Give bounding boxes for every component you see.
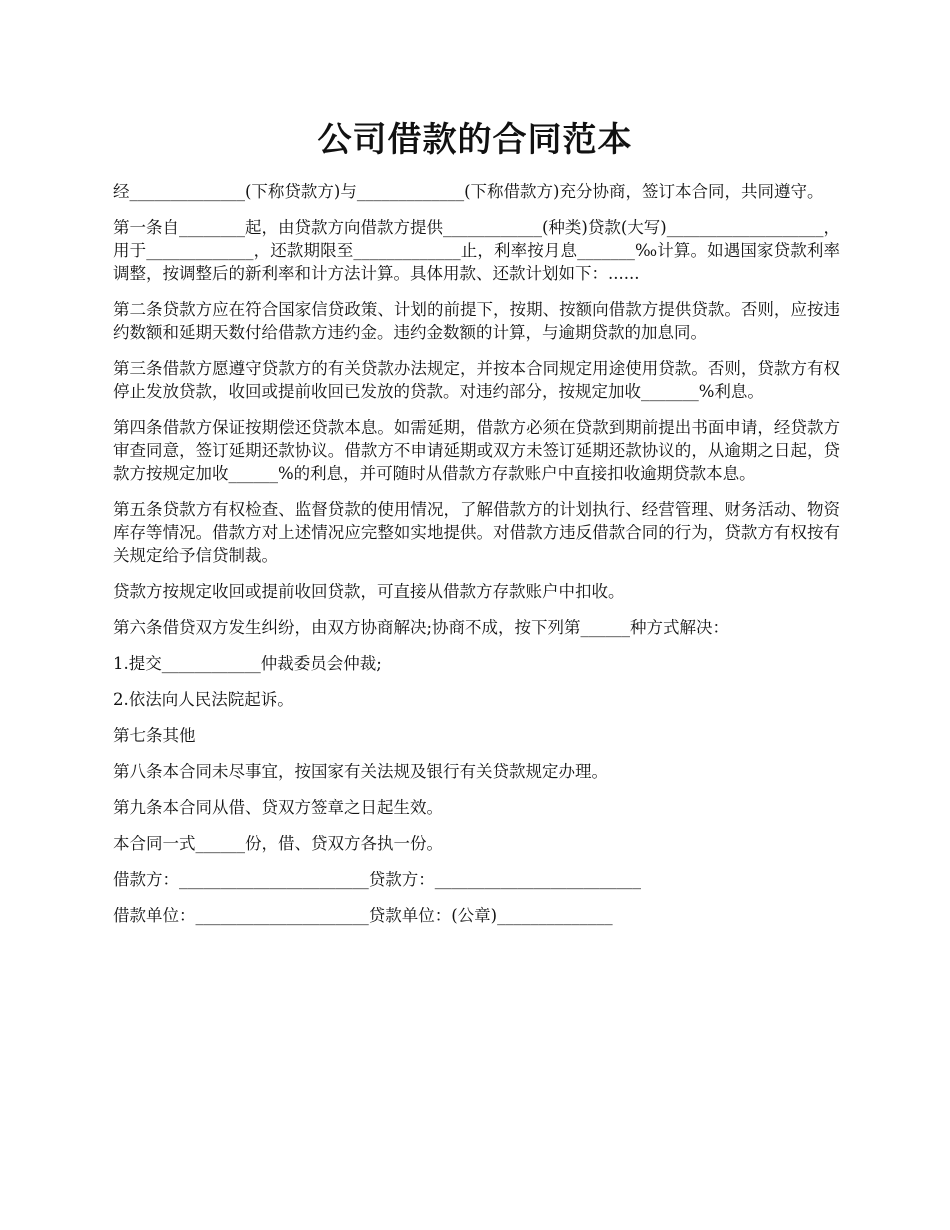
intro-paragraph: 经______________(下称贷款方)与_____________(下称借款方)充分协商，签订本合同，共同遵守。 xyxy=(113,182,824,201)
signature-units: 借款单位：_____________________贷款单位：(公章)______________ xyxy=(113,906,613,925)
contract-body xyxy=(113,180,840,940)
signature-parties: 借款方：_______________________贷款方：_________________________ xyxy=(113,870,641,889)
article-5: 第五条贷款方有权检查、监督贷款的使用情况，了解借款方的计划执行、经营管理、财务活动、物资库存等情况。借款方对上述情况应完整如实地提供。对借款方违反借款合同的行为，贷款方有权按有关规定给予信贷制裁。 xyxy=(113,500,840,565)
article-9: 第九条本合同从借、贷双方签章之日起生效。 xyxy=(113,798,443,817)
article-6-option-1: 1.提交____________仲裁委员会仲裁; xyxy=(113,654,382,673)
article-3: 第三条借款方愿遵守贷款方的有关贷款办法规定，并按本合同规定用途使用贷款。否则，贷款方有权停止发放贷款，收回或提前收回已发放的贷款。对违约部分，按规定加收_______%利息。 xyxy=(113,359,840,401)
article-1: 第一条自________起，由贷款方向借款方提供____________(种类)贷款(大写)___________________，用于_____________，还款期限至_____________止，利率按月息_______‰计算。如遇国家贷款利率调整，按调整后的新利率和计方法计算。具体用款、还款计划如下：...... xyxy=(113,218,840,283)
document-title: 公司借款的合同范本 xyxy=(317,120,633,160)
article-2: 第二条贷款方应在符合国家信贷政策、计划的前提下，按期、按额向借款方提供贷款。否则，应按违约数额和延期天数付给借款方违约金。违约金数额的计算，与逾期贷款的加息同。 xyxy=(113,300,840,342)
article-6-option-2: 2.依法向人民法院起诉。 xyxy=(113,690,294,709)
copies-clause: 本合同一式______份，借、贷双方各执一份。 xyxy=(113,834,443,853)
article-5-note: 贷款方按规定收回或提前收回贷款，可直接从借款方存款账户中扣收。 xyxy=(113,582,625,601)
article-8: 第八条本合同未尽事宜，按国家有关法规及银行有关贷款规定办理。 xyxy=(113,762,608,781)
article-7: 第七条其他 xyxy=(113,726,196,745)
article-6: 第六条借贷双方发生纠纷，由双方协商解决;协商不成，按下列第______种方式解决： xyxy=(113,618,730,637)
article-4: 第四条借款方保证按期偿还贷款本息。如需延期，借款方必须在贷款到期前提出书面申请，经贷款方审查同意，签订延期还款协议。借款方不申请延期或双方未签订延期还款协议的，从逾期之日起，贷款方按规定加收______%的利息，并可随时从借款方存款账户中直接扣收逾期贷款本息。 xyxy=(113,418,840,483)
